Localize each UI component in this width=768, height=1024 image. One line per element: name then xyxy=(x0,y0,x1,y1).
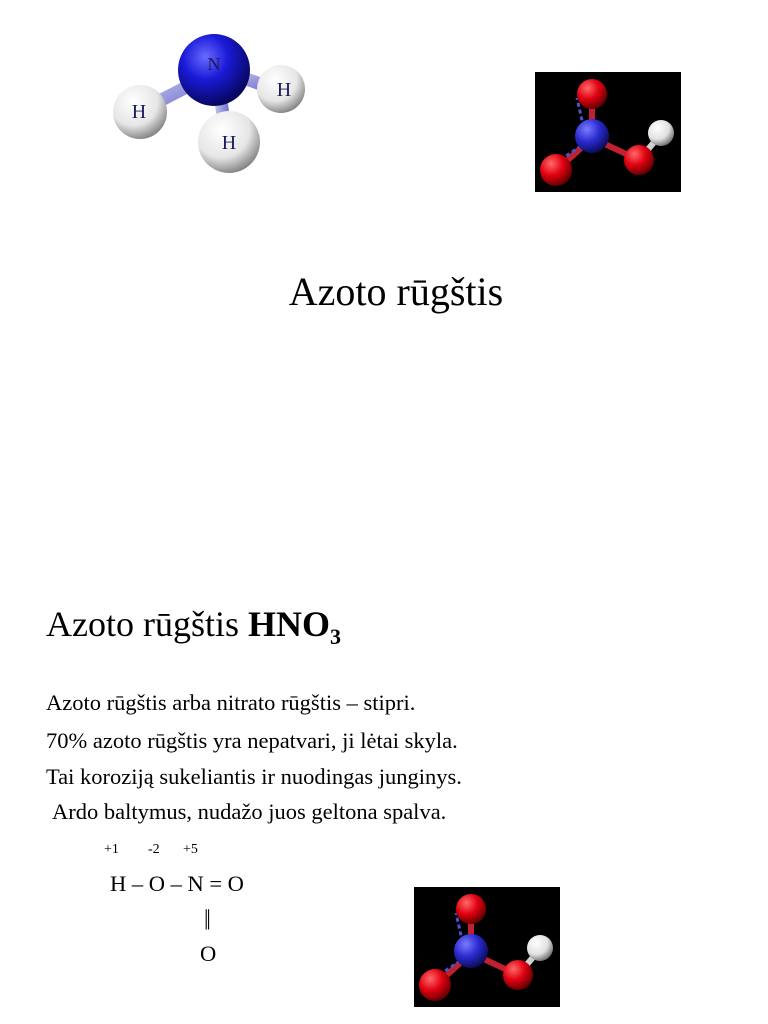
ammonia-h-label: H xyxy=(276,79,292,101)
text-line: Ardo baltymus, nudažo juos geltona spalva. xyxy=(52,799,447,824)
ammonia-n-label: N xyxy=(207,54,221,74)
heading-text: Azoto rūgštis xyxy=(46,604,239,644)
oxidation-state-h: +1 xyxy=(104,842,119,857)
nitric-acid-molecule-icon xyxy=(414,887,560,1007)
oxidation-state-n: +5 xyxy=(183,842,198,857)
slide-heading xyxy=(46,602,342,649)
ammonia-h-label: H xyxy=(221,132,237,154)
formula-main: HNO xyxy=(248,604,331,644)
text-line: 70% azoto rūgštis yra nepatvari, ji lėtai skyla. xyxy=(46,728,458,753)
oxidation-state-o: -2 xyxy=(148,842,160,857)
ammonia-molecule-icon xyxy=(108,8,306,200)
text-line: Tai koroziją sukeliantis ir nuodingas junginys. xyxy=(46,764,462,789)
structural-formula: H – O – N = O xyxy=(110,871,244,896)
slide-title: Azoto rūgštis xyxy=(288,269,504,314)
formula-subscript: 3 xyxy=(330,624,342,649)
text-line: Azoto rūgštis arba nitrato rūgštis – stipri. xyxy=(46,690,416,715)
chemical-formula xyxy=(248,604,342,649)
nitric-acid-molecule-icon xyxy=(535,72,681,192)
ammonia-h-label: H xyxy=(131,101,147,123)
oxygen-atom: O xyxy=(200,941,217,966)
double-bond: || xyxy=(204,905,209,930)
